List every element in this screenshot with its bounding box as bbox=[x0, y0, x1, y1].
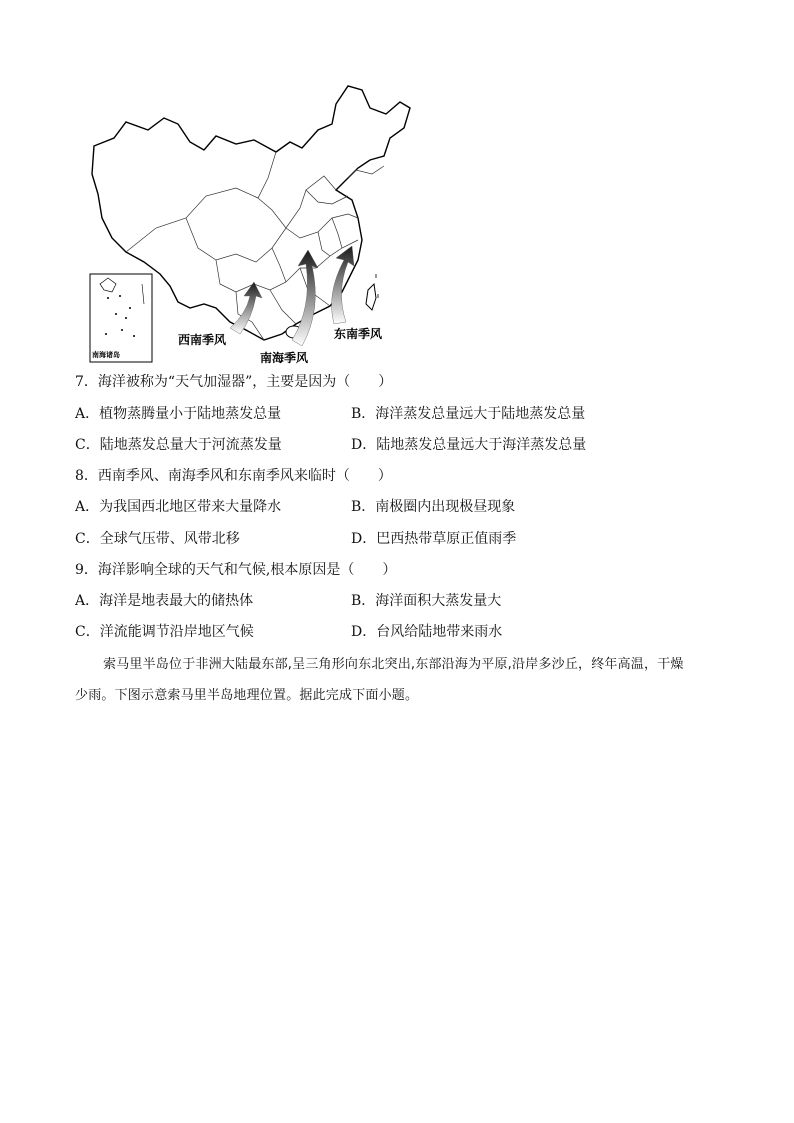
question-7-option-d: D．陆地蒸发总量远大于海洋蒸发总量 bbox=[351, 437, 587, 453]
passage-text-1: 索马里半岛位于非洲大陆最东部,呈三角形向东北突出,东部沿海为平原,沿岸多沙丘，终年高温，干燥 bbox=[103, 657, 684, 672]
question-9-option-a: A．海洋是地表最大的储热体 bbox=[75, 593, 254, 609]
question-7-option-b: B．海洋蒸发总量远大于陆地蒸发总量 bbox=[351, 406, 586, 422]
passage-line-1 bbox=[75, 655, 725, 675]
question-7-option-a: A．植物蒸腾量小于陆地蒸发总量 bbox=[75, 406, 282, 422]
question-8-stem: 8．西南季风、南海季风和东南季风来临时（ ） bbox=[75, 468, 392, 484]
label-southeast-monsoon: 东南季风 bbox=[334, 327, 383, 341]
inset-label: 南海诸岛 bbox=[92, 351, 120, 359]
question-8-option-b: B．南极圈内出现极昼现象 bbox=[351, 499, 516, 515]
question-7-option-c: C．陆地蒸发总量大于河流蒸发量 bbox=[75, 437, 282, 453]
question-9-stem: 9．海洋影响全球的天气和气候,根本原因是（ ） bbox=[75, 562, 397, 578]
passage-line-2: 少雨。下图示意索马里半岛地理位置。据此完成下面小题。 bbox=[75, 688, 419, 703]
question-9-option-c: C．洋流能调节沿岸地区气候 bbox=[75, 624, 254, 640]
question-8-option-c: C．全球气压带、风带北移 bbox=[75, 531, 240, 547]
question-8-option-a: A．为我国西北地区带来大量降水 bbox=[75, 499, 282, 515]
label-south-china-sea-monsoon: 南海季风 bbox=[260, 351, 309, 365]
label-southwest-monsoon: 西南季风 bbox=[178, 333, 227, 347]
taiwan-island bbox=[366, 284, 376, 310]
question-9-option-d: D．台风给陆地带来雨水 bbox=[351, 624, 503, 640]
south-sea-inset bbox=[90, 274, 152, 362]
question-7-stem: 7．海洋被称为“天气加湿器”，主要是因为（ ） bbox=[75, 374, 393, 390]
question-9-option-b: B．海洋面积大蒸发量大 bbox=[351, 593, 502, 609]
china-monsoon-map bbox=[86, 78, 416, 366]
question-8-option-d: D．巴西热带草原正值雨季 bbox=[351, 531, 517, 547]
